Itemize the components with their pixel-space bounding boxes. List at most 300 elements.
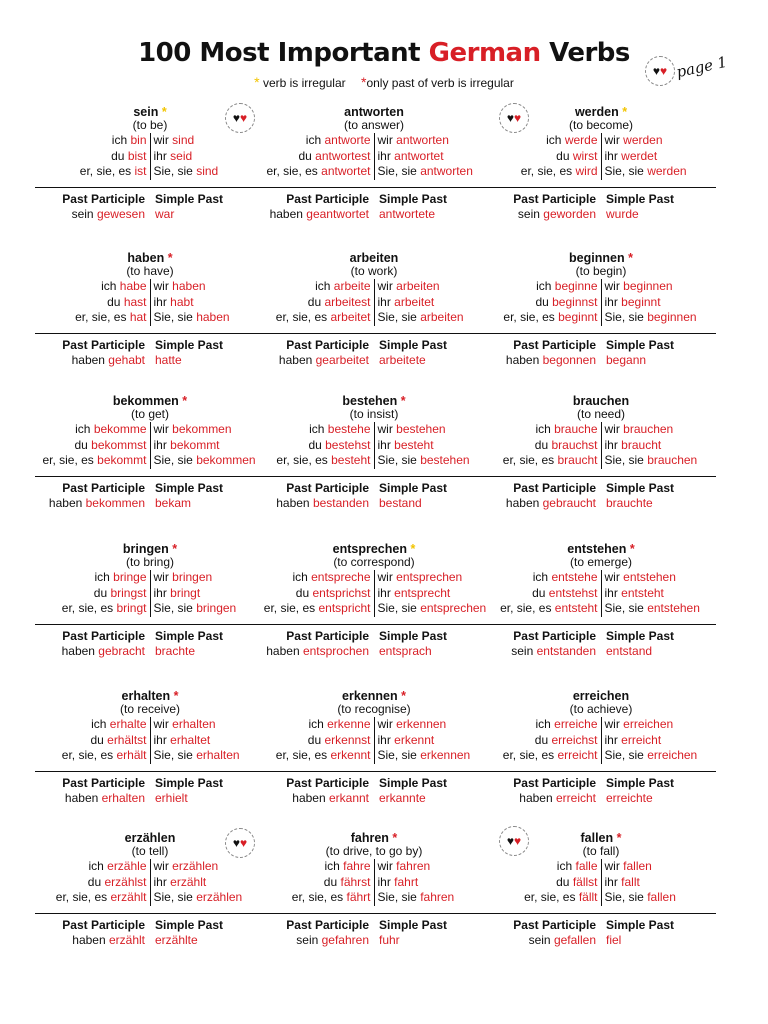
past-forms xyxy=(35,192,265,223)
pronoun: ich xyxy=(324,859,344,873)
verb-meaning: (to insist) xyxy=(349,407,399,421)
simple-past-label: Simple Past xyxy=(155,628,224,643)
verb-card xyxy=(35,395,265,512)
conjugation-row xyxy=(259,453,371,469)
verb-form: seid xyxy=(170,148,193,163)
past-participle-label: Past Participle xyxy=(513,337,596,352)
conjugation-row xyxy=(486,295,598,311)
pronoun: Sie, sie xyxy=(604,310,648,324)
verb-meaning: (to get) xyxy=(130,407,169,421)
verb-form: fällt xyxy=(578,890,598,904)
plural-forms xyxy=(602,422,717,469)
past-participle-label: Past Participle xyxy=(513,917,596,932)
conjugation-row xyxy=(378,133,490,149)
conjugation-row xyxy=(35,601,147,617)
past-participle-value xyxy=(259,933,369,949)
auxiliary-verb: haben xyxy=(64,791,102,805)
simple-past-value: erhielt xyxy=(155,791,188,805)
pronoun: wir xyxy=(377,422,397,436)
simple-past-value: wurde xyxy=(606,207,639,221)
conjugation-row xyxy=(259,890,371,906)
pronoun: du xyxy=(107,294,124,309)
simple-past-column xyxy=(150,192,265,223)
pronoun: er, sie, es xyxy=(502,748,558,762)
verb-form: bekomme xyxy=(93,422,147,436)
simple-past-column xyxy=(374,338,489,369)
singular-forms xyxy=(35,279,151,326)
auxiliary-verb: haben xyxy=(519,791,556,805)
past-participle-column xyxy=(35,481,150,512)
past-participle-label: Past Participle xyxy=(286,917,369,932)
conjugation-row xyxy=(486,733,598,749)
conjugation-row xyxy=(378,164,490,180)
simple-past-column xyxy=(601,338,716,369)
pronoun: du xyxy=(556,874,573,889)
conjugation-row xyxy=(605,859,717,875)
verb-form: bringst xyxy=(110,585,147,600)
verb-infinitive-text: werden xyxy=(574,105,619,119)
verb-infinitive-text: fallen xyxy=(580,831,614,845)
pronoun: du xyxy=(295,585,313,600)
plural-forms xyxy=(375,279,490,326)
simple-past-label: Simple Past xyxy=(606,775,675,790)
simple-past-column xyxy=(374,192,489,223)
past-participle-column xyxy=(35,629,150,660)
legend-past-irregular-text: only past of verb is irregular xyxy=(366,76,514,90)
conjugation-row xyxy=(378,859,490,875)
conjugation-row xyxy=(486,586,598,602)
conjugation-table xyxy=(35,717,265,764)
past-irregular-star-icon: * xyxy=(629,542,635,556)
conjugation-row xyxy=(154,601,266,617)
conjugation-row xyxy=(154,438,266,454)
pronoun: er, sie, es xyxy=(500,601,555,615)
verb-form: haben xyxy=(172,279,206,293)
simple-past-value: fuhr xyxy=(379,933,400,947)
verb-form: beginnen xyxy=(623,279,673,293)
conjugation-row xyxy=(35,875,147,891)
conjugation-row xyxy=(154,164,266,180)
verb-form: erzählen xyxy=(172,859,219,873)
pronoun: wir xyxy=(153,859,173,873)
conjugation-row xyxy=(605,149,717,165)
pronoun: ich xyxy=(536,279,555,293)
pronoun: ihr xyxy=(377,148,395,163)
verb-form: arbeite xyxy=(333,279,371,293)
verb-form: fährst xyxy=(340,874,371,889)
conjugation-row xyxy=(486,453,598,469)
conjugation-row xyxy=(378,438,490,454)
pronoun: ich xyxy=(315,279,334,293)
conjugation-row xyxy=(605,890,717,906)
verb-form: bekommen xyxy=(196,453,256,467)
simple-past-column xyxy=(150,481,265,512)
verb-form: erhältst xyxy=(107,732,147,747)
conjugation-table xyxy=(486,422,716,469)
pronoun: ihr xyxy=(153,585,171,600)
conjugation-row xyxy=(378,890,490,906)
simple-past-label: Simple Past xyxy=(155,337,224,352)
pronoun: Sie, sie xyxy=(604,164,648,178)
verb-form: erzählst xyxy=(104,874,147,889)
singular-forms xyxy=(486,133,602,180)
conjugation-row xyxy=(154,586,266,602)
plural-forms xyxy=(375,859,490,906)
pronoun: du xyxy=(307,732,325,747)
verb-form: erreiche xyxy=(554,717,598,731)
pronoun: ich xyxy=(532,570,552,584)
conjugation-row xyxy=(605,570,717,586)
pronoun: wir xyxy=(377,279,397,293)
pronoun: Sie, sie xyxy=(377,601,421,615)
irregular-star-icon: * xyxy=(254,74,260,90)
past-forms xyxy=(486,192,716,223)
verb-form: erzähle xyxy=(107,859,147,873)
pronoun: er, sie, es xyxy=(524,890,579,904)
verb-form: erreicht xyxy=(557,748,598,762)
simple-past-value: erzählte xyxy=(155,933,198,947)
conjugation-row xyxy=(378,422,490,438)
auxiliary-verb: haben xyxy=(278,353,316,367)
verb-form: werden xyxy=(647,164,687,178)
simple-past-label: Simple Past xyxy=(155,917,224,932)
conjugation-table xyxy=(35,422,265,469)
verb-form: erzählen xyxy=(196,890,243,904)
conjugation-row xyxy=(154,149,266,165)
pronoun: Sie, sie xyxy=(377,310,421,324)
conjugation-table xyxy=(486,133,716,180)
verb-form: entsteht xyxy=(554,601,598,615)
conjugation-row xyxy=(605,601,717,617)
past-participle-label: Past Participle xyxy=(513,628,596,643)
page-note: page 1 xyxy=(674,52,729,82)
plural-forms xyxy=(375,133,490,180)
past-participle-value xyxy=(486,791,596,807)
conjugation-row xyxy=(605,310,717,326)
conjugation-row xyxy=(35,422,147,438)
conjugation-row xyxy=(486,717,598,733)
simple-past-column xyxy=(150,776,265,807)
conjugation-row xyxy=(154,570,266,586)
auxiliary-verb: haben xyxy=(71,353,109,367)
singular-forms xyxy=(486,717,602,764)
verb-meaning: (to begin) xyxy=(575,264,627,278)
auxiliary-verb: haben xyxy=(61,644,99,658)
pronoun: ihr xyxy=(377,294,395,309)
verb-card xyxy=(486,106,716,223)
conjugation-row xyxy=(486,890,598,906)
verb-meaning: (to tell) xyxy=(131,844,169,858)
verb-form: sind xyxy=(196,164,219,178)
divider xyxy=(259,913,489,914)
past-participle-value xyxy=(35,207,145,223)
german-heart-seal-icon: ♥♥ xyxy=(225,103,255,133)
conjugation-row xyxy=(259,279,371,295)
verb-infinitive-text: sein xyxy=(133,105,159,119)
verb-card xyxy=(259,690,489,807)
pronoun: Sie, sie xyxy=(153,164,197,178)
singular-forms xyxy=(35,717,151,764)
verb-meaning: (to become) xyxy=(568,118,634,132)
verb-infinitive-text: haben xyxy=(127,251,165,265)
verb-form: arbeitet xyxy=(330,310,371,324)
singular-forms xyxy=(259,133,375,180)
divider xyxy=(486,624,716,625)
pronoun: ich xyxy=(101,279,120,293)
verb-form: erreichst xyxy=(551,732,598,747)
auxiliary-verb: sein xyxy=(528,933,554,947)
verb-form: bekommt xyxy=(170,437,220,452)
simple-past-label: Simple Past xyxy=(606,628,675,643)
conjugation-row xyxy=(259,586,371,602)
participle: erhalten xyxy=(101,791,145,805)
pronoun: du xyxy=(74,437,92,452)
singular-forms xyxy=(486,279,602,326)
german-heart-seal-icon: ♥♥ xyxy=(499,826,529,856)
pronoun: ihr xyxy=(604,148,622,163)
verb-form: erreichen xyxy=(623,717,674,731)
past-participle-value xyxy=(259,353,369,369)
verb-form: erkennst xyxy=(324,732,371,747)
conjugation-row xyxy=(35,733,147,749)
pronoun: ich xyxy=(308,717,328,731)
divider xyxy=(35,476,265,477)
past-forms xyxy=(35,481,265,512)
pronoun: ich xyxy=(75,422,94,436)
plural-forms xyxy=(602,570,717,617)
verb-form: erkennt xyxy=(394,732,435,747)
verb-card xyxy=(259,252,489,369)
participle: bekommen xyxy=(85,496,145,510)
auxiliary-verb: haben xyxy=(505,353,543,367)
past-participle-value xyxy=(35,353,145,369)
pronoun: er, sie, es xyxy=(275,748,331,762)
verb-card xyxy=(259,395,489,512)
conjugation-row xyxy=(378,748,490,764)
irregular-star-icon: * xyxy=(622,105,628,119)
verb-form: sind xyxy=(172,133,195,147)
pronoun: du xyxy=(87,874,105,889)
past-participle-value xyxy=(486,353,596,369)
past-participle-label: Past Participle xyxy=(286,775,369,790)
past-participle-label: Past Participle xyxy=(62,775,145,790)
conjugation-row xyxy=(378,310,490,326)
conjugation-row xyxy=(605,133,717,149)
conjugation-row xyxy=(378,733,490,749)
past-forms xyxy=(35,338,265,369)
pronoun: ihr xyxy=(153,437,171,452)
simple-past-value: brauchte xyxy=(606,496,653,510)
past-participle-value xyxy=(35,644,145,660)
past-participle-value xyxy=(486,496,596,512)
divider xyxy=(259,624,489,625)
past-irregular-star-icon: * xyxy=(167,251,173,265)
past-participle-label: Past Participle xyxy=(286,628,369,643)
pronoun: Sie, sie xyxy=(604,890,648,904)
conjugation-row xyxy=(154,717,266,733)
conjugation-row xyxy=(35,279,147,295)
conjugation-row xyxy=(259,733,371,749)
verb-card xyxy=(35,252,265,369)
auxiliary-verb: haben xyxy=(269,207,307,221)
conjugation-row xyxy=(378,279,490,295)
simple-past-column xyxy=(150,629,265,660)
pronoun: Sie, sie xyxy=(377,164,421,178)
pronoun: er, sie, es xyxy=(55,890,111,904)
conjugation-row xyxy=(486,438,598,454)
simple-past-label: Simple Past xyxy=(606,480,675,495)
past-forms xyxy=(259,338,489,369)
past-forms xyxy=(35,776,265,807)
pronoun: ihr xyxy=(604,437,622,452)
verb-form: erhält xyxy=(116,748,147,762)
legend-irregular-text: verb is irregular xyxy=(262,76,346,90)
simple-past-column xyxy=(150,918,265,949)
german-heart-seal-icon: ♥♥ xyxy=(645,56,675,86)
past-irregular-star-icon: * xyxy=(400,394,406,408)
verb-infinitive-text: bestehen xyxy=(342,394,398,408)
pronoun: Sie, sie xyxy=(604,601,648,615)
conjugation-table xyxy=(259,717,489,764)
pronoun: Sie, sie xyxy=(377,890,421,904)
conjugation-row xyxy=(35,453,147,469)
conjugation-row xyxy=(605,279,717,295)
pronoun: ihr xyxy=(377,732,395,747)
pronoun: wir xyxy=(377,133,397,147)
pronoun: Sie, sie xyxy=(153,310,197,324)
conjugation-table xyxy=(259,859,489,906)
pronoun: du xyxy=(532,585,549,600)
past-participle-column xyxy=(259,918,374,949)
conjugation-row xyxy=(486,748,598,764)
simple-past-label: Simple Past xyxy=(606,191,675,206)
pronoun: Sie, sie xyxy=(604,748,648,762)
verb-form: antwortet xyxy=(394,148,444,163)
verb-card xyxy=(486,543,716,660)
pronoun: du xyxy=(307,294,325,309)
past-forms xyxy=(35,918,265,949)
verb-form: entsteht xyxy=(621,585,664,600)
conjugation-row xyxy=(486,601,598,617)
verb-form: entsprecht xyxy=(394,585,451,600)
conjugation-row xyxy=(486,875,598,891)
verb-form: fährt xyxy=(346,890,371,904)
plural-forms xyxy=(602,279,717,326)
verb-form: brauchen xyxy=(623,422,674,436)
auxiliary-verb: sein xyxy=(296,933,322,947)
past-participle-value xyxy=(259,644,369,660)
simple-past-label: Simple Past xyxy=(606,337,675,352)
participle: begonnen xyxy=(542,353,596,367)
verb-form: bist xyxy=(127,148,147,163)
verb-form: bringe xyxy=(113,570,147,584)
pronoun: du xyxy=(534,437,552,452)
plural-forms xyxy=(375,570,490,617)
pronoun: er, sie, es xyxy=(79,164,135,178)
simple-past-label: Simple Past xyxy=(155,480,224,495)
verb-form: arbeitest xyxy=(324,294,371,309)
pronoun: ihr xyxy=(153,732,171,747)
past-forms xyxy=(259,918,489,949)
simple-past-column xyxy=(601,629,716,660)
past-participle-column xyxy=(259,338,374,369)
past-participle-label: Past Participle xyxy=(286,480,369,495)
past-participle-label: Past Participle xyxy=(513,480,596,495)
conjugation-table xyxy=(259,570,489,617)
pronoun: wir xyxy=(604,133,624,147)
pronoun: wir xyxy=(604,422,624,436)
conjugation-row xyxy=(486,164,598,180)
pronoun: du xyxy=(111,148,128,163)
past-participle-label: Past Participle xyxy=(62,917,145,932)
pronoun: Sie, sie xyxy=(377,453,421,467)
pronoun: du xyxy=(308,437,326,452)
pronoun: Sie, sie xyxy=(377,748,421,762)
german-heart-seal-icon: ♥♥ xyxy=(225,828,255,858)
simple-past-value: begann xyxy=(606,353,647,367)
divider xyxy=(486,333,716,334)
simple-past-value: bekam xyxy=(155,496,192,510)
participle: erzählt xyxy=(108,933,145,947)
conjugation-row xyxy=(259,310,371,326)
divider xyxy=(35,624,265,625)
participle: gewesen xyxy=(96,207,145,221)
singular-forms xyxy=(35,859,151,906)
verb-form: besteht xyxy=(394,437,434,452)
participle: gebraucht xyxy=(542,496,596,510)
verb-form: entstehen xyxy=(647,601,700,615)
verb-form: erkennen xyxy=(420,748,471,762)
conjugation-row xyxy=(154,279,266,295)
verb-form: antworte xyxy=(324,133,371,147)
auxiliary-verb: sein xyxy=(511,644,537,658)
verb-form: erzählt xyxy=(110,890,147,904)
german-heart-seal-icon: ♥♥ xyxy=(499,103,529,133)
pronoun: wir xyxy=(604,279,624,293)
past-forms xyxy=(486,629,716,660)
verb-form: entsprechen xyxy=(420,601,487,615)
past-forms xyxy=(486,776,716,807)
past-forms xyxy=(259,481,489,512)
simple-past-column xyxy=(601,192,716,223)
verb-infinitive-text: bringen xyxy=(122,542,169,556)
auxiliary-verb: haben xyxy=(505,496,543,510)
plural-forms xyxy=(151,422,266,469)
conjugation-row xyxy=(259,133,371,149)
verb-card xyxy=(35,106,265,223)
verb-form: bestehen xyxy=(396,422,446,436)
pronoun: ihr xyxy=(377,585,395,600)
singular-forms xyxy=(35,570,151,617)
verb-form: fallen xyxy=(623,859,652,873)
participle: geantwortet xyxy=(306,207,369,221)
past-participle-column xyxy=(35,918,150,949)
conjugation-table xyxy=(35,133,265,180)
auxiliary-verb: haben xyxy=(276,496,313,510)
conjugation-row xyxy=(259,875,371,891)
past-irregular-star-icon: * xyxy=(392,831,398,845)
verb-form: bringt xyxy=(170,585,201,600)
simple-past-column xyxy=(601,776,716,807)
conjugation-row xyxy=(259,438,371,454)
conjugation-row xyxy=(154,875,266,891)
plural-forms xyxy=(375,422,490,469)
conjugation-table xyxy=(259,422,489,469)
verb-form: wirst xyxy=(572,148,598,163)
verb-form: braucht xyxy=(621,437,662,452)
pronoun: er, sie, es xyxy=(263,601,319,615)
verb-form: habt xyxy=(170,294,194,309)
